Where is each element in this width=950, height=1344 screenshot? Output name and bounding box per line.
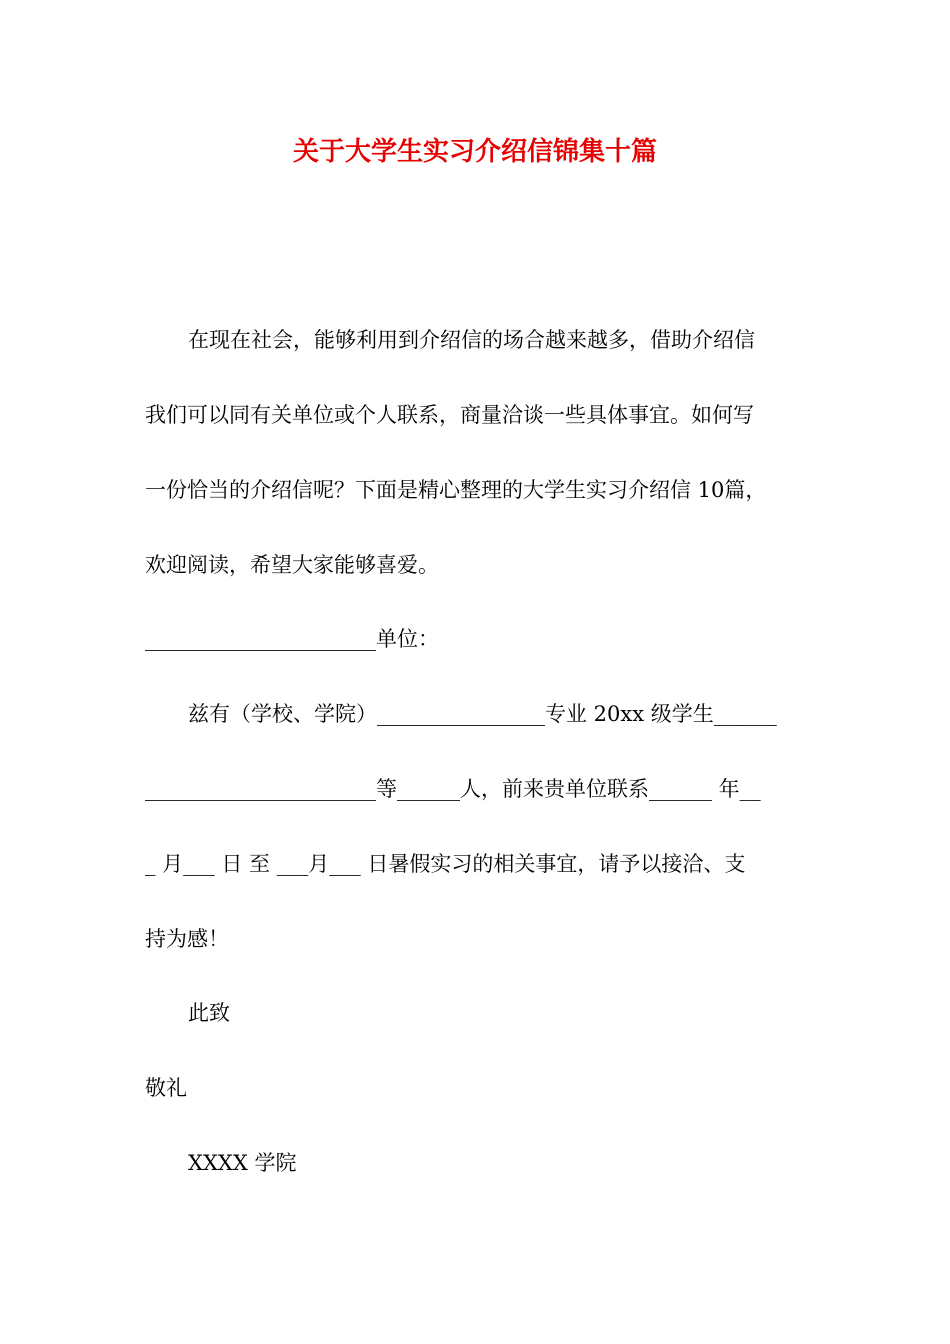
signature-line: XXXX 学院 <box>188 1151 297 1175</box>
body-line-2: ______________________等______人，前来贵单位联系______ 年__ <box>145 777 761 801</box>
document-title: 关于大学生实习介绍信锦集十篇 <box>292 137 657 167</box>
paragraph-line-1: 在现在社会，能够利用到介绍信的场合越来越多，借助介绍信 <box>188 328 755 352</box>
salutation-line: 敬礼 <box>145 1076 187 1100</box>
paragraph-line-2: 我们可以同有关单位或个人联系，商量洽谈一些具体事宜。如何写 <box>145 403 754 427</box>
body-line-4: 持为感！ <box>145 927 229 951</box>
paragraph-line-3: 一份恰当的介绍信呢？下面是精心整理的大学生实习介绍信 10篇， <box>145 478 767 502</box>
body-line-1: 兹有（学校、学院）________________专业 20xx 级学生______ <box>188 702 777 726</box>
closing-line: 此致 <box>188 1001 230 1025</box>
recipient-line: ______________________单位： <box>145 627 439 651</box>
paragraph-line-4: 欢迎阅读，希望大家能够喜爱。 <box>145 553 439 577</box>
body-line-3: _ 月___ 日 至 ___月___ 日暑假实习的相关事宜，请予以接洽、支 <box>145 852 746 876</box>
